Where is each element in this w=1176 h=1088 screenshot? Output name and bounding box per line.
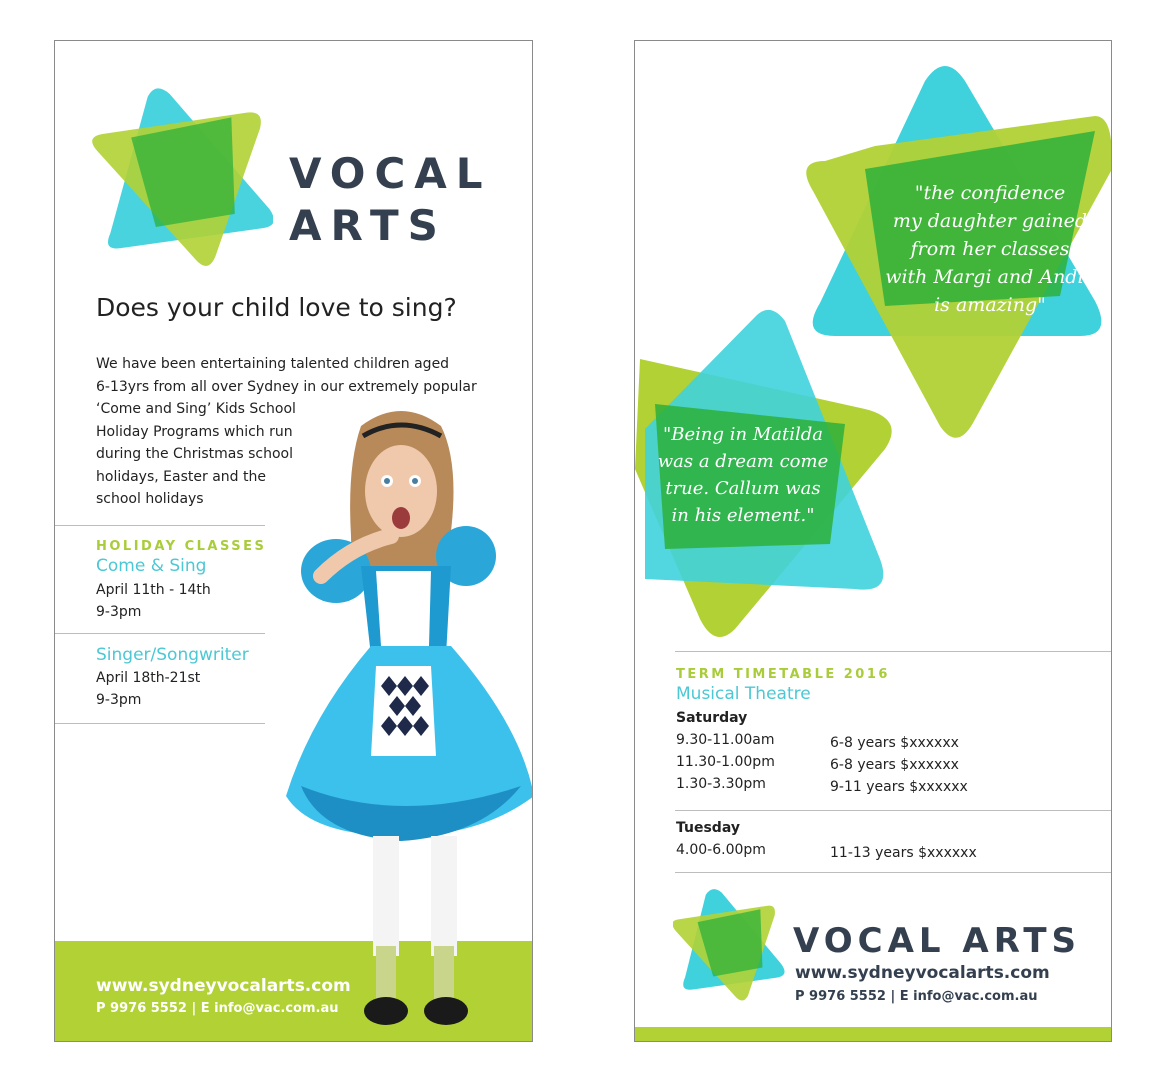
time-slot: 9.30-11.00am bbox=[676, 732, 775, 748]
saturday-times bbox=[676, 729, 775, 795]
class-title-singer-songwriter: Singer/Songwriter bbox=[96, 645, 249, 665]
class-time: 9-3pm bbox=[96, 604, 142, 620]
testimonial-quote-2 bbox=[643, 421, 843, 529]
holiday-classes-kicker: HOLIDAY CLASSES bbox=[96, 539, 267, 554]
intro-line: We have been entertaining talented children aged bbox=[96, 356, 450, 372]
divider bbox=[675, 810, 1112, 811]
back-panel bbox=[634, 40, 1112, 1042]
day-tuesday: Tuesday bbox=[676, 820, 740, 836]
website-link[interactable]: www.sydneyvocalarts.com bbox=[96, 976, 351, 996]
quote-line: with Margi and Andie bbox=[885, 266, 1095, 288]
time-slot: 11.30-1.00pm bbox=[676, 754, 775, 770]
intro-line: holidays, Easter and the bbox=[96, 468, 266, 485]
quote-line: true. Callum was bbox=[665, 478, 821, 499]
class-dates: April 18th-21st bbox=[96, 670, 201, 686]
intro-line: school holidays bbox=[96, 491, 204, 507]
quote-line: was a dream come bbox=[657, 451, 829, 472]
contact-info: P 9976 5552 | E info@vac.com.au bbox=[795, 989, 1038, 1004]
brand-title-line1: VOCAL bbox=[289, 149, 492, 198]
age-price: 11-13 years $xxxxxx bbox=[830, 845, 977, 861]
program-title: Musical Theatre bbox=[676, 684, 811, 704]
class-title-come-sing: Come & Sing bbox=[96, 556, 207, 576]
headline: Does your child love to sing? bbox=[96, 293, 457, 322]
contact-info: P 9976 5552 | E info@vac.com.au bbox=[96, 1001, 339, 1016]
quote-line: in his element." bbox=[671, 505, 815, 526]
divider bbox=[675, 872, 1112, 873]
divider bbox=[675, 651, 1112, 652]
footer-band bbox=[635, 1027, 1111, 1041]
age-price: 6-8 years $xxxxxx bbox=[830, 735, 959, 751]
class-dates: April 11th - 14th bbox=[96, 582, 211, 598]
time-slot: 4.00-6.00pm bbox=[676, 842, 766, 858]
vocal-arts-star-logo bbox=[673, 886, 785, 1004]
brand-title-line2: ARTS bbox=[289, 201, 447, 250]
vocal-arts-star-logo bbox=[89, 81, 273, 271]
age-price: 9-11 years $xxxxxx bbox=[830, 779, 968, 795]
website-link[interactable]: www.sydneyvocalarts.com bbox=[795, 963, 1050, 983]
quote-line: from her classes bbox=[910, 238, 1070, 260]
divider bbox=[55, 723, 265, 724]
intro-line: during the Christmas school bbox=[96, 446, 293, 462]
intro-line: 6-13yrs from all over Sydney in our extremely popular bbox=[96, 378, 477, 395]
divider bbox=[55, 633, 265, 634]
front-panel bbox=[54, 40, 533, 1042]
testimonial-quote-1 bbox=[875, 179, 1105, 319]
quote-line: is amazing" bbox=[934, 294, 1046, 316]
age-price: 6-8 years $xxxxxx bbox=[830, 757, 959, 773]
brand-title: VOCAL ARTS bbox=[793, 921, 1082, 961]
day-saturday: Saturday bbox=[676, 710, 748, 726]
girl-singing-photo bbox=[281, 396, 533, 1036]
intro-line: Holiday Programs which run bbox=[96, 423, 293, 440]
quote-line: "the confidence bbox=[914, 182, 1066, 204]
divider bbox=[55, 525, 265, 526]
quote-line: "Being in Matilda bbox=[663, 424, 823, 445]
time-slot: 1.30-3.30pm bbox=[676, 776, 766, 792]
class-time: 9-3pm bbox=[96, 692, 142, 708]
intro-line: ‘Come and Sing’ Kids School bbox=[96, 401, 296, 417]
term-timetable-kicker: TERM TIMETABLE 2016 bbox=[676, 667, 890, 682]
saturday-details bbox=[830, 732, 968, 798]
quote-line: my daughter gained bbox=[892, 210, 1088, 232]
